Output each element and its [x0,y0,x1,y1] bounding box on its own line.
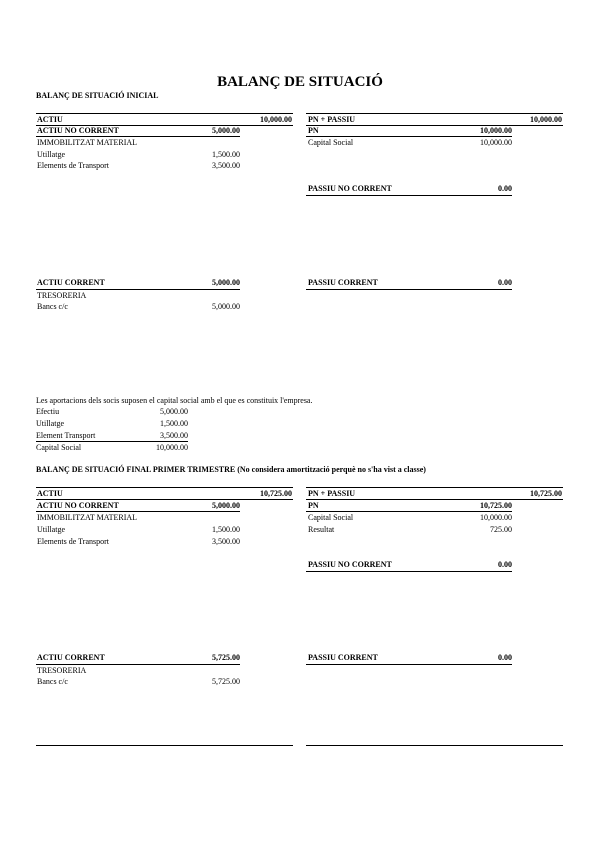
divider [36,745,293,746]
ac-label: ACTIU CORRENT [37,278,105,287]
capital-label: Capital Social [308,138,354,147]
anc-total: 5,000.00 [212,501,240,510]
note-row-value: 3,500.00 [160,431,188,440]
transport-label: Elements de Transport [37,161,109,170]
immob-label: IMMOBILITZAT MATERIAL [37,138,138,147]
actiu-total: 10,000.00 [260,115,292,124]
pc-label: PASSIU CORRENT [308,278,378,287]
pnp-total: 10,725.00 [530,489,562,498]
pnc-total: 0.00 [498,184,512,193]
pn-label: PN [308,126,319,135]
note-row-label: Capital Social [36,443,82,452]
bancs-label: Bancs c/c [37,677,68,686]
utillatge-label: Utillatge [37,525,65,534]
divider [306,745,563,746]
divider [306,289,512,290]
divider [306,113,563,114]
pc-total: 0.00 [498,278,512,287]
pnp-label: PN + PASSIU [308,489,356,498]
ac-total: 5,000.00 [212,278,240,287]
capital-label: Capital Social [308,513,354,522]
note-row-label: Utillatge [36,419,64,428]
tresoreria-label: TRESORERIA [37,291,87,300]
anc-label: ACTIU NO CORRENT [37,501,119,510]
note-row-label: Element Transport [36,431,96,440]
pnp-label: PN + PASSIU [308,115,356,124]
ac-label: ACTIU CORRENT [37,653,105,662]
divider [306,664,512,665]
pnc-label: PASSIU NO CORRENT [308,560,392,569]
divider [36,113,293,114]
divider [306,136,512,137]
divider [306,571,512,572]
utillatge-value: 1,500.00 [212,525,240,534]
transport-value: 3,500.00 [212,161,240,170]
resultat-label: Resultat [308,525,335,534]
note-text: Les aportacions dels socis suposen el capital social amb el que es constituix l'empresa. [36,396,313,405]
divider [36,511,240,512]
pn-total: 10,725.00 [480,501,512,510]
bancs-label: Bancs c/c [37,302,68,311]
note-row-value: 5,000.00 [160,407,188,416]
divider [36,487,293,488]
bancs-value: 5,725.00 [212,677,240,686]
divider [36,441,188,442]
transport-value: 3,500.00 [212,537,240,546]
actiu-total: 10,725.00 [260,489,292,498]
divider [36,136,240,137]
pc-total: 0.00 [498,653,512,662]
capital-value: 10,000.00 [480,138,512,147]
transport-label: Elements de Transport [37,537,109,546]
pn-label: PN [308,501,319,510]
ac-total: 5,725.00 [212,653,240,662]
note-row-value: 10,000.00 [156,443,188,452]
tresoreria-label: TRESORERIA [37,666,87,675]
divider [36,289,240,290]
pnp-total: 10,000.00 [530,115,562,124]
divider [36,499,293,500]
initial-heading: BALANÇ DE SITUACIÓ INICIAL [36,91,159,100]
bancs-value: 5,000.00 [212,302,240,311]
final-heading: BALANÇ DE SITUACIÓ FINAL PRIMER TRIMESTRE (No considera amortització perquè no s'ha vist a classe) [36,465,426,474]
pn-total: 10,000.00 [480,126,512,135]
actiu-label: ACTIU [37,489,63,498]
page-title: BALANÇ DE SITUACIÓ [217,74,383,90]
actiu-label: ACTIU [37,115,63,124]
divider [306,511,512,512]
divider [306,195,512,196]
resultat-value: 725.00 [490,525,512,534]
note-row-label: Efectiu [36,407,60,416]
pnc-label: PASSIU NO CORRENT [308,184,392,193]
utillatge-value: 1,500.00 [212,150,240,159]
pnc-total: 0.00 [498,560,512,569]
divider [306,487,563,488]
divider [36,664,240,665]
divider [306,125,563,126]
anc-label: ACTIU NO CORRENT [37,126,119,135]
divider [306,499,563,500]
anc-total: 5,000.00 [212,126,240,135]
pc-label: PASSIU CORRENT [308,653,378,662]
note-row-value: 1,500.00 [160,419,188,428]
utillatge-label: Utillatge [37,150,65,159]
immob-label: IMMOBILITZAT MATERIAL [37,513,138,522]
capital-value: 10,000.00 [480,513,512,522]
